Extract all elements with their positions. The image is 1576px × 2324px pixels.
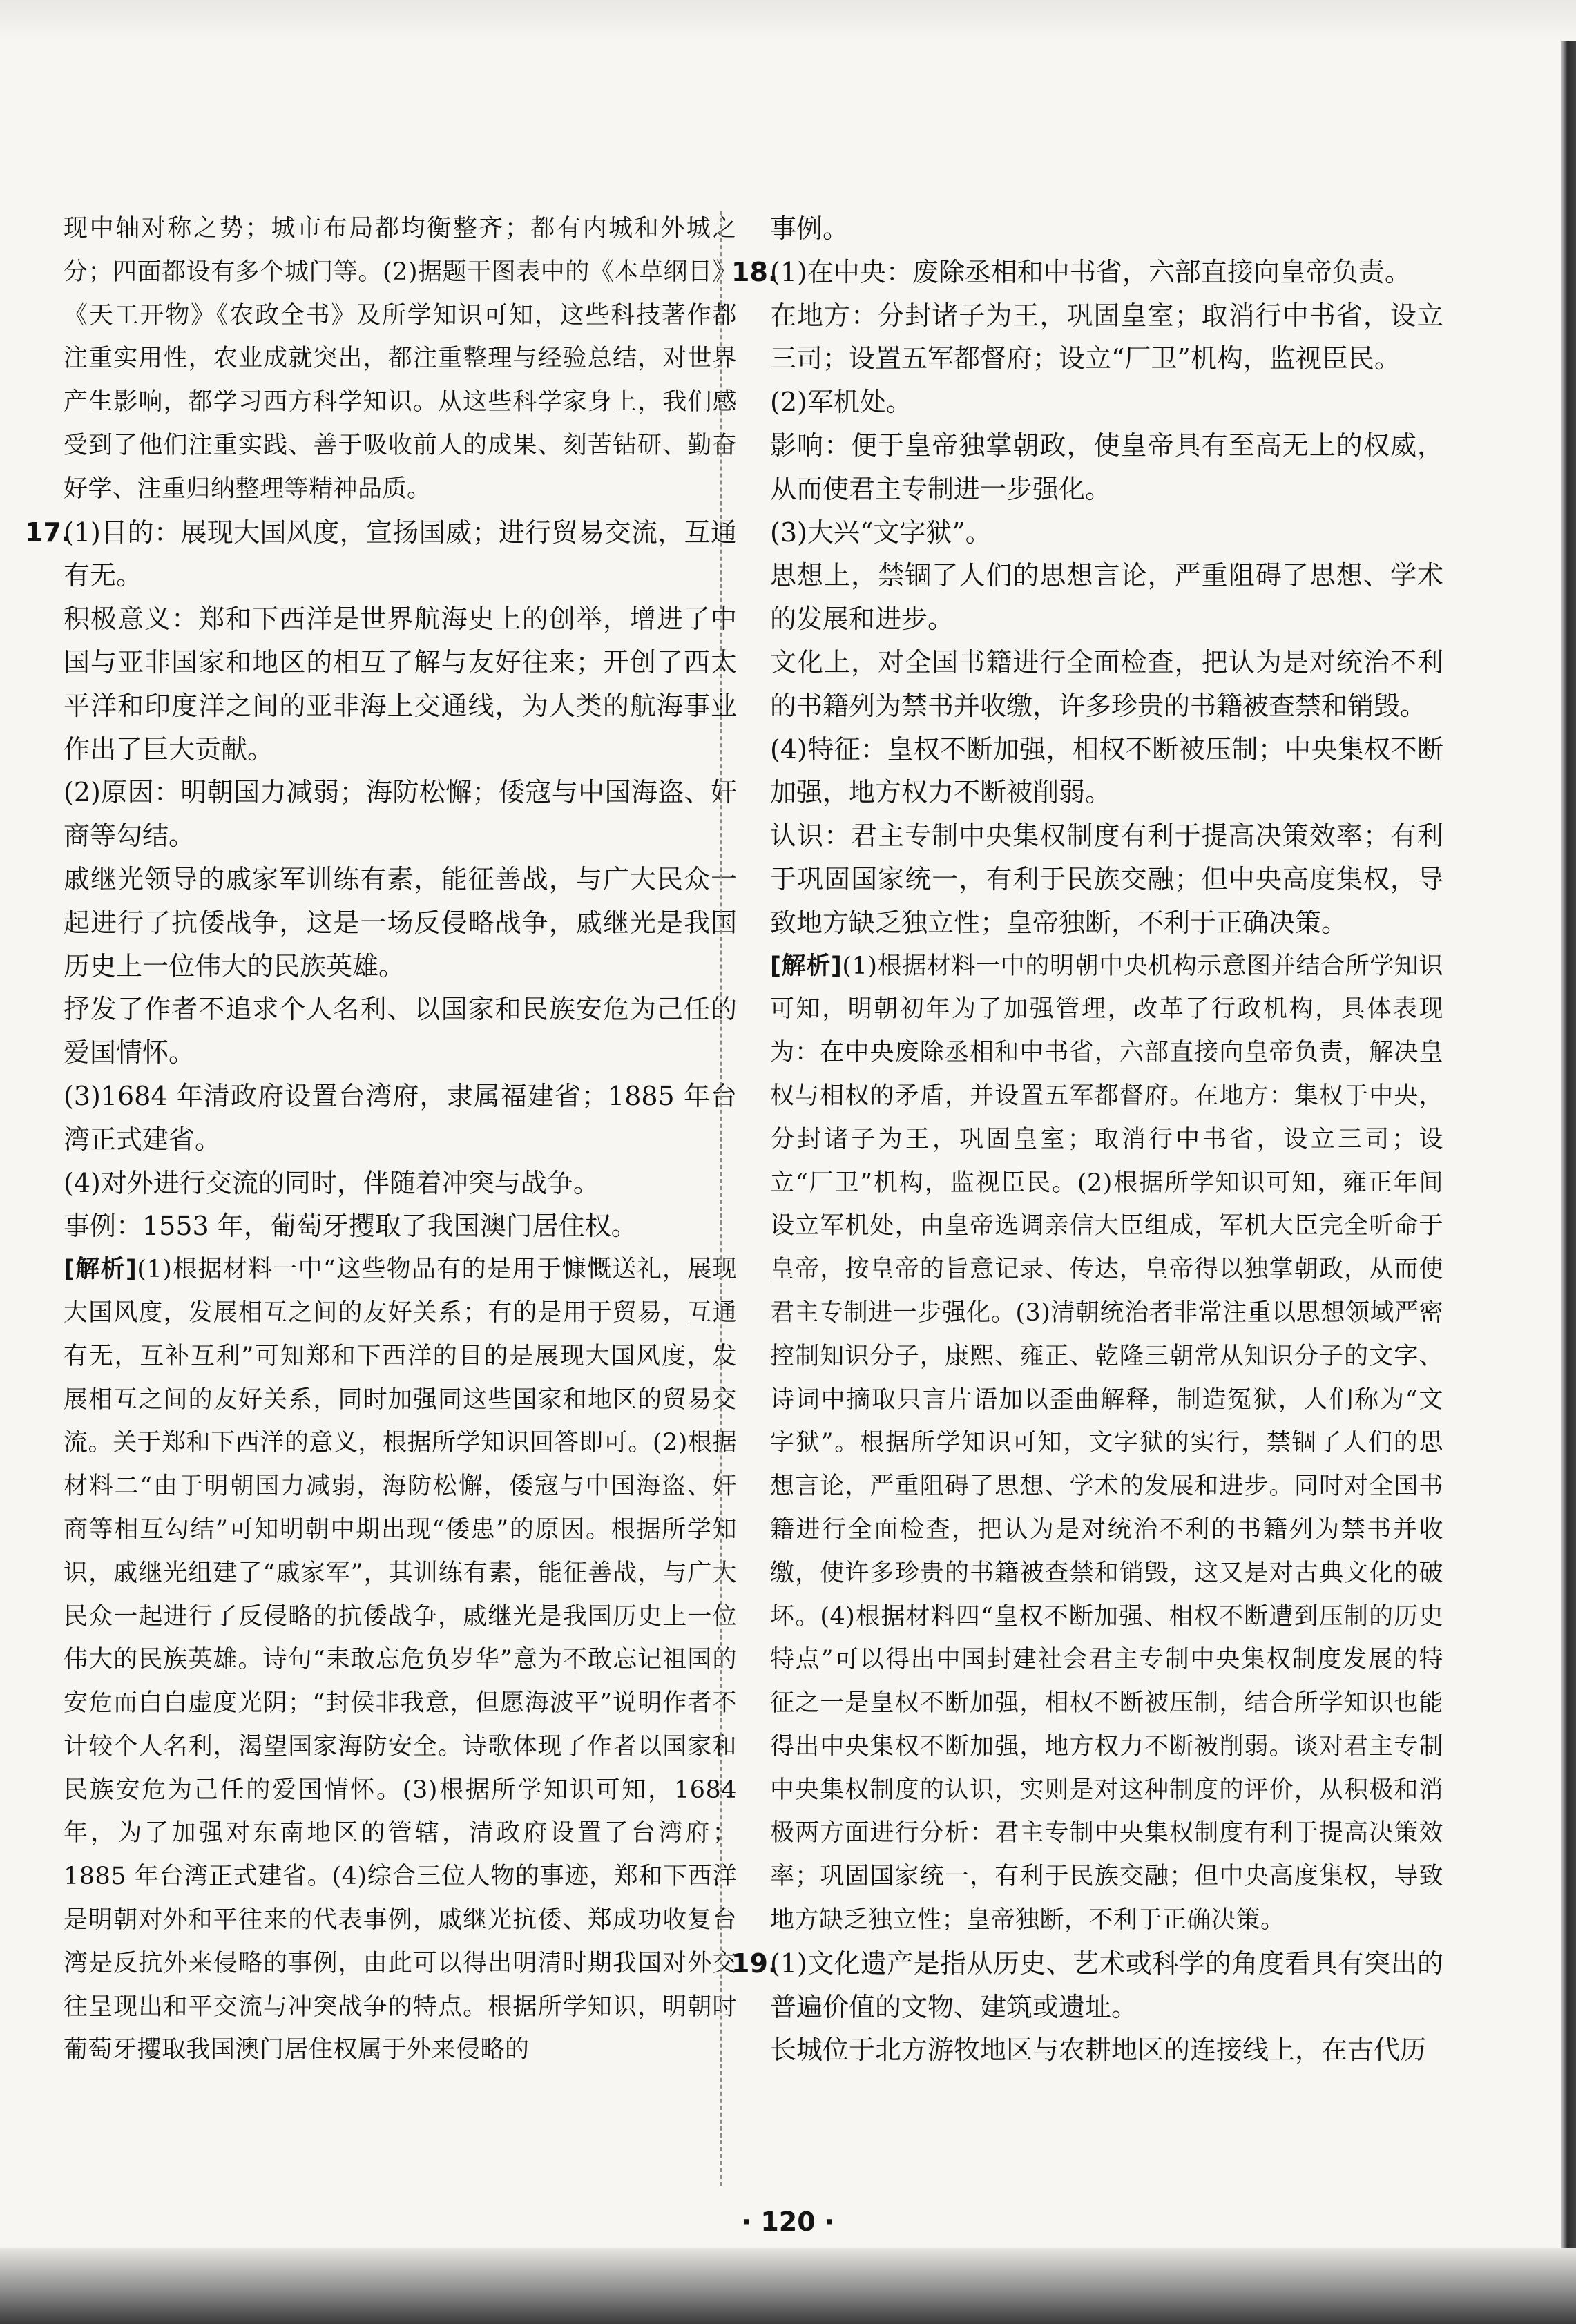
column-divider — [720, 211, 722, 2186]
page-top-shadow — [0, 0, 1576, 41]
page-bottom-shadow — [0, 2248, 1576, 2324]
answer-paragraph: (1)在中央：废除丞相和中书省，六部直接向皇帝负责。 — [770, 256, 1411, 287]
answer-paragraph: 长城位于北方游牧地区与农耕地区的连接线上，在古代历 — [770, 2035, 1427, 2066]
question-19 — [731, 1942, 1443, 2029]
answer-paragraph: 文化上，对全国书籍进行全面检查，把认为是对统治不利的书籍列为禁书并收缴，许多珍贵的书籍被查禁和销毁。 — [770, 646, 1443, 721]
question-18 — [731, 251, 1443, 294]
analysis-paragraph: [解析](1)根据材料一中“这些物品有的是用于慷慨送礼，展现大国风度，发展相互之间的友好关系；有的是用于贸易，互通有无，互补互利”可知郑和下西洋的目的是展现大国风度，发展相互之间的友好关系，同时加强同这些国家和地区的贸易交流。关于郑和下西洋的意义，根据所学知识回答即可。(2)根据材料二“由于明朝国力减弱，海防松懈，倭寇与中国海盗、奸商等相互勾结”可知明朝中期出现“倭患”的原因。根据所学知识，戚继光组建了“戚家军”，其训练有素，能征善战，与广大民众一起进行了反侵略的抗倭战争，戚继光是我国历史上一位伟大的民族英雄。诗句“耒敢忘危负岁华”意为不敢忘记祖国的安危而白白虚度光阴；“封侯非我意，但愿海波平”说明作者不计较个人名利，渴望国家海防安全。诗歌体现了作者以国家和民族安危为己任的爱国情怀。(3)根据所学知识可知，1684 年，为了加强对东南地区的管辖，清政府设置了台湾府；1885 年台湾正式建省。(4)综合三位人物的事迹，郑和下西洋是明朝对外和平往来的代表事例，戚继光抗倭、郑成功收复台湾是反抗外来侵略的事例，由此可以得出明清时期我国对外交往呈现出和平交流与冲突战争的特点。根据所学知识，明朝时葡萄牙攫取我国澳门居住权属于外来侵略的 — [64, 1256, 737, 2064]
answer-paragraph: (4)对外进行交流的同时，伴随着冲突与战争。 — [64, 1167, 599, 1198]
right-column — [731, 207, 1443, 2072]
answer-paragraph: 在地方：分封诸子为王，巩固皇室；取消行中书省，设立三司；设置五军都督府；设立“厂卫”机构，监视臣民。 — [770, 300, 1443, 374]
book-binding-edge — [1561, 41, 1576, 2272]
answer-paragraph: 事例：1553 年，葡萄牙攫取了我国澳门居住权。 — [64, 1211, 637, 1242]
question-number: 19. — [731, 1948, 778, 1979]
answer-paragraph: (2)原因：明朝国力减弱；海防松懈；倭寇与中国海盗、奸商等勾结。 — [64, 777, 737, 852]
answer-paragraph: (3)1684 年清政府设置台湾府，隶属福建省；1885 年台湾正式建省。 — [64, 1080, 737, 1155]
answer-paragraph: 思想上，禁锢了人们的思想言论，严重阻碍了思想、学术的发展和进步。 — [770, 560, 1443, 635]
answer-paragraph: 认识：君主专制中央集权制度有利于提高决策效率；有利于巩固国家统一，有利于民族交融；但中央高度集权，导致地方缺乏独立性；皇帝独断，不利于正确决策。 — [770, 820, 1443, 938]
answer-paragraph: 积极意义：郑和下西洋是世界航海史上的创举，增进了中国与亚非国家和地区的相互了解与友好往来；开创了西太平洋和印度洋之间的亚非海上交通线，为人类的航海事业作出了巨大贡献。 — [64, 604, 737, 765]
page-number: · 120 · — [741, 2207, 835, 2237]
answer-paragraph: (4)特征：皇权不断加强，相权不断被压制；中央集权不断加强，地方权力不断被削弱。 — [770, 733, 1443, 808]
answer-paragraph: 抒发了作者不追求个人名利、以国家和民族安危为己任的爱国情怀。 — [64, 994, 737, 1068]
question-17 — [25, 511, 737, 598]
answer-paragraph: 事例。 — [770, 213, 849, 244]
answer-paragraph: 戚继光领导的戚家军训练有素，能征善战，与广大民众一起进行了抗倭战争，这是一场反侵略战争，戚继光是我国历史上一位伟大的民族英雄。 — [64, 863, 737, 981]
analysis-paragraph: [解析](1)根据材料一中的明朝中央机构示意图并结合所学知识可知，明朝初年为了加强管理，改革了行政机构，具体表现为：在中央废除丞相和中书省，六部直接向皇帝负责，解决皇权与相权的矛盾，并设置五军都督府。在地方：集权于中央，分封诸子为王，巩固皇室；取消行中书省，设立三司；设立“厂卫”机构，监视臣民。(2)根据所学知识可知，雍正年间设立军机处，由皇帝选调亲信大臣组成，军机大臣完全听命于皇帝，按皇帝的旨意记录、传达，皇帝得以独掌朝政，从而使君主专制进一步强化。(3)清朝统治者非常注重以思想领域严密控制知识分子，康熙、雍正、乾隆三朝常从知识分子的文字、诗词中摘取只言片语加以歪曲解释，制造冤狱，人们称为“文字狱”。根据所学知识可知，文字狱的实行，禁锢了人们的思想言论，严重阻碍了思想、学术的发展和进步。同时对全国书籍进行全面检查，把认为是对统治不利的书籍列为禁书并收缴，使许多珍贵的书籍被查禁和销毁，这又是对古典文化的破坏。(4)根据材料四“皇权不断加强、相权不断遭到压制的历史特点”可以得出中国封建社会君主专制中央集权制度发展的特征之一是皇权不断加强，相权不断被压制，结合所学知识也能得出中央集权不断加强，地方权力不断被削弱。谈对君主专制中央集权制度的认识，实则是对这种制度的评价，从积极和消极两方面进行分析：君主专制中央集权制度有利于提高决策效率；巩固国家统一，有利于民族交融；但中央高度集权，导致地方缺乏独立性；皇帝独断，不利于正确决策。 — [770, 952, 1443, 1934]
answer-paragraph: (1)目的：展现大国风度，宣扬国威；进行贸易交流，互通有无。 — [64, 517, 737, 591]
answer-paragraph: 现中轴对称之势；城市布局都均衡整齐；都有内城和外城之分；四面都设有多个城门等。(2)据题干图表中的《本草纲目》《天工开物》《农政全书》及所学知识可知，这些科技著作都注重实用性，农业成就突出，都注重整理与经验总结，对世界产生影响，都学习西方科学知识。从这些科学家身上，我们感受到了他们注重实践、善于吸收前人的成果、刻苦钻研、勤奋好学、注重归纳整理等精神品质。 — [64, 215, 737, 503]
answer-paragraph: (3)大兴“文字狱”。 — [770, 517, 992, 548]
analysis-tag: [解析] — [64, 1256, 137, 1284]
answer-paragraph: (1)文化遗产是指从历史、艺术或科学的角度看具有突出的普遍价值的文物、建筑或遗址。 — [770, 1948, 1443, 2022]
question-number: 17. — [25, 517, 72, 548]
analysis-tag: [解析] — [770, 952, 843, 980]
answer-paragraph: 影响：便于皇帝独掌朝政，使皇帝具有至高无上的权威，从而使君主专制进一步强化。 — [770, 430, 1443, 504]
question-number: 18. — [731, 256, 778, 287]
left-column — [25, 207, 737, 2072]
answer-paragraph: (2)军机处。 — [770, 387, 912, 418]
